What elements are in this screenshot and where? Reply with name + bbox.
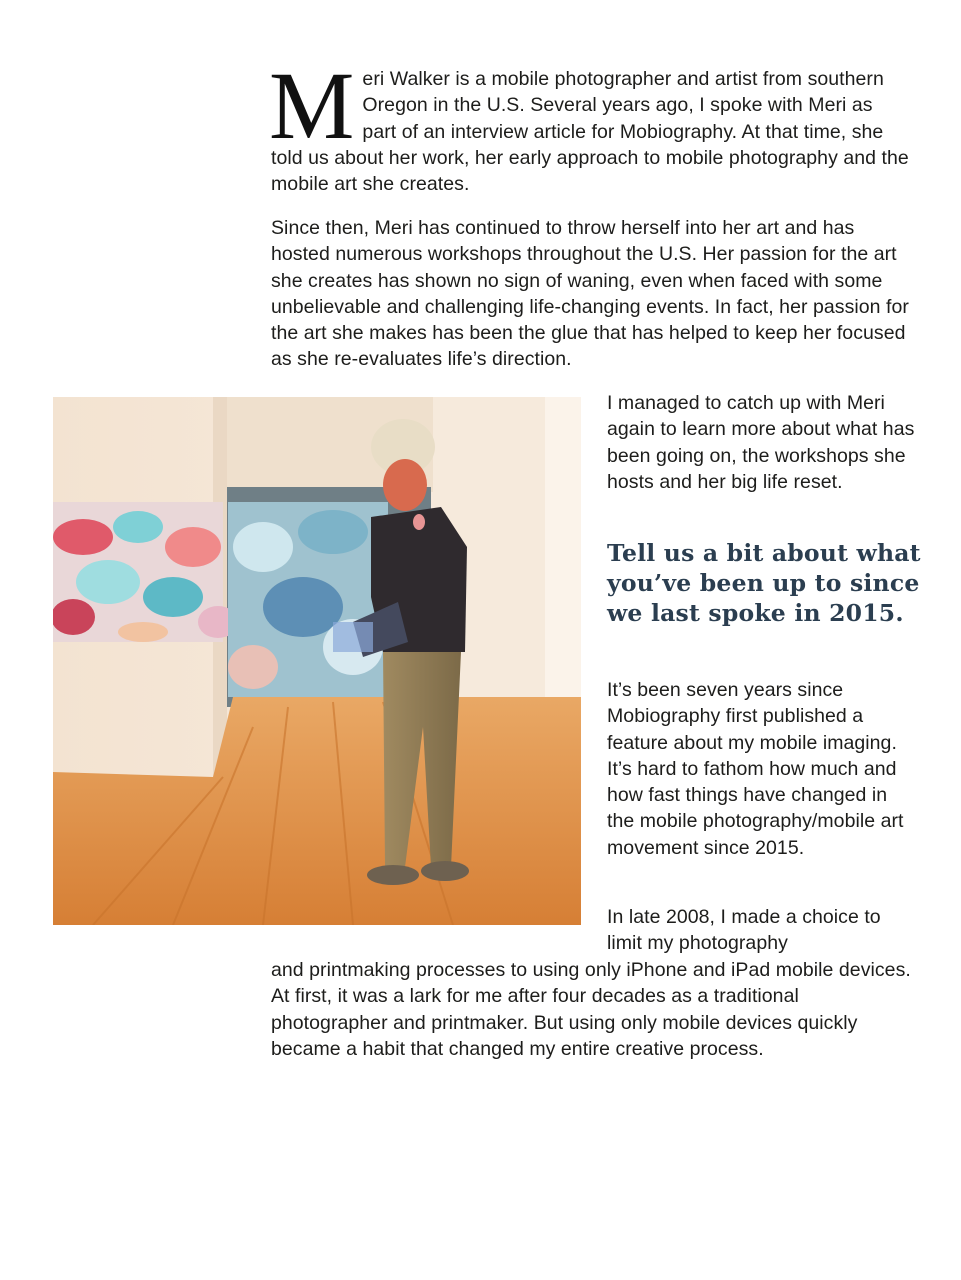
answer-2a-text: In late 2008, I made a choice to limit my photography xyxy=(607,906,881,955)
paragraph-3 xyxy=(607,390,917,495)
answer-paragraph-2-continued xyxy=(271,957,911,1062)
artwork-left xyxy=(53,502,238,642)
answer-1-text: It’s been seven years since Mobiography first published a feature about my mobile imaging. It’s hard to fathom how much and how fast things have changed in the mobile photography/mobile art movement since 2015. xyxy=(607,679,904,859)
intro-paragraph xyxy=(269,52,911,197)
answer-paragraph-2-start xyxy=(607,904,907,957)
drop-cap: M xyxy=(269,52,355,159)
paragraph-2-text: Since then, Meri has continued to throw herself into her art and has hosted numerous workshops throughout the U.S. Her passion for the art she creates has shown no sign of waning, even when faced with some unbelievable and challenging life-changing events. In fact, her passion for the art she makes has been the glue that has helped to keep her focused as she re-evaluates life’s direction. xyxy=(271,217,909,371)
question-heading: Tell us a bit about what you’ve been up to since we last spoke in 2015. xyxy=(607,539,921,627)
paragraph-3-text: I managed to catch up with Meri again to learn more about what has been going on, the workshops she hosts and her big life reset. xyxy=(607,392,915,493)
paragraph-2 xyxy=(271,215,911,373)
answer-2b-text: and printmaking processes to using only iPhone and iPad mobile devices. At first, it was a lark for me after four decades as a traditional photographer and printmaker. But using only mobile devices quickly became a habit that changed my entire creative process. xyxy=(271,959,911,1060)
answer-paragraph-1 xyxy=(607,677,907,861)
artwork-back xyxy=(228,502,388,697)
intro-text: eri Walker is a mobile photographer and artist from southern Oregon in the U.S. Several years ago, I spoke with Meri as part of an interview article for Mobiography. At that time, she told us about her work, her early approach to mobile photography and the mobile art she creates. xyxy=(271,68,909,196)
gallery-photo xyxy=(53,397,581,925)
